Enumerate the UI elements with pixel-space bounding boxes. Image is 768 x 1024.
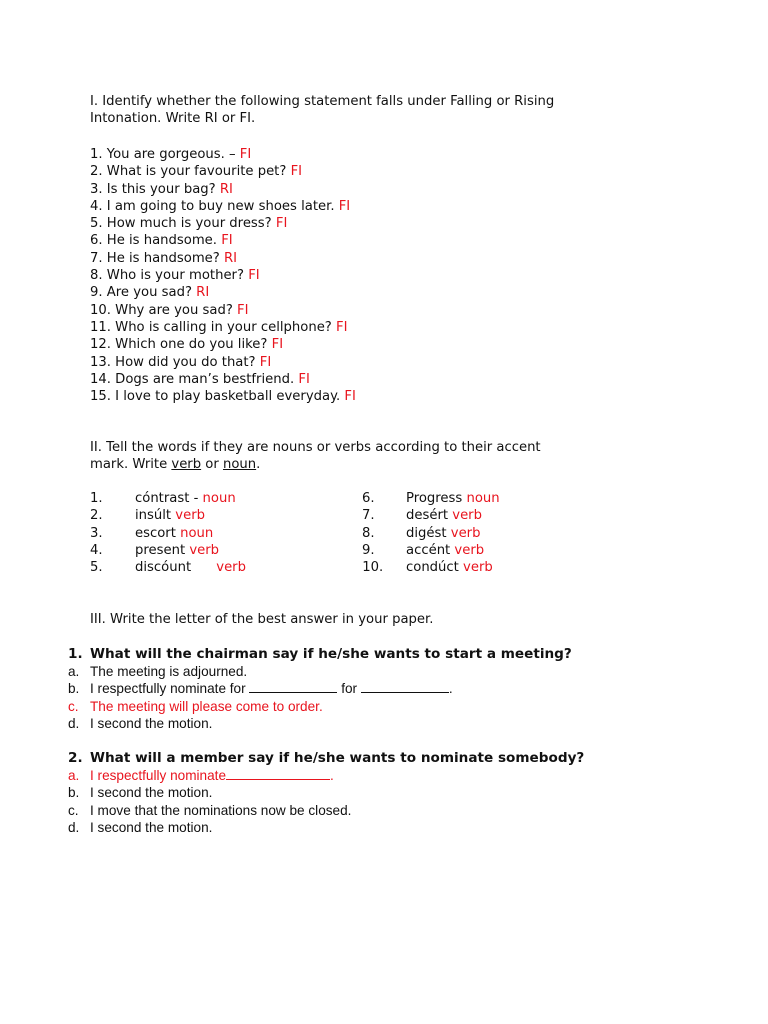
option-d: d. I second the motion. <box>68 820 213 836</box>
option-b: b. I respectfully nominate for for . <box>68 681 453 697</box>
list-item: 6. He is handsome. FI <box>90 233 233 249</box>
answer-label: FI <box>338 198 351 214</box>
option-b: b. I second the motion. <box>68 785 213 801</box>
question-1 <box>68 645 708 733</box>
list-item: 9. Are you sad? RI <box>90 285 210 301</box>
list-item: 4. I am going to buy new shoes later. FI <box>90 198 351 214</box>
question-2 <box>68 749 708 837</box>
verb-word: verb <box>171 457 202 473</box>
list-item: 7. He is handsome? RI <box>90 250 238 266</box>
answer-label: FI <box>248 268 260 284</box>
section2-instruction <box>90 439 710 474</box>
list-item: 15. I love to play basketball everyday. FI <box>90 389 356 405</box>
answer-label: FI <box>290 164 303 180</box>
option-c: c. I move that the nominations now be closed. <box>68 802 352 818</box>
answer-label: FI <box>239 147 252 162</box>
table-row: 5. discóunt verb 10. condúct verb <box>90 560 493 576</box>
answer-label: FI <box>298 371 310 387</box>
option-a-correct: a. I respectfully nominate . <box>68 768 334 783</box>
answer-label: FI <box>221 233 233 249</box>
noun-word: noun <box>222 457 257 473</box>
option-c-correct: c. The meeting will please come to order. <box>68 698 323 714</box>
list-item: 3. Is this your bag? RI <box>90 181 233 197</box>
answer-label: FI <box>271 337 284 353</box>
list-item: 13. How did you do that? FI <box>90 354 272 370</box>
table-row: 1. cóntrast - noun 6. Progress noun <box>90 491 500 506</box>
list-item: 11. Who is calling in your cellphone? FI <box>90 319 348 335</box>
section1-instruction-line1: I. Identify whether the following statement falls under Falling or Rising <box>90 94 555 109</box>
blank-line <box>361 680 449 693</box>
answer-label: FI <box>275 216 288 232</box>
table-row: 4. present verb 9. accént verb <box>90 542 485 558</box>
table-row: 2. insúlt verb 7. desért verb <box>90 508 482 524</box>
blank-line <box>226 767 330 780</box>
answer-label: RI <box>196 285 210 301</box>
answer-label: FI <box>259 354 272 370</box>
list-item: 8. Who is your mother? FI <box>90 268 260 284</box>
list-item: 12. Which one do you like? FI <box>90 337 284 353</box>
list-item: 10. Why are you sad? FI <box>90 302 249 318</box>
table-row: 3. escort noun 8. digést verb <box>90 525 481 541</box>
list-item: 1. You are gorgeous. – FI <box>90 147 252 162</box>
list-item: 14. Dogs are man’s bestfriend. FI <box>90 371 310 387</box>
section1-list <box>90 146 710 405</box>
list-item: 2. What is your favourite pet? FI <box>90 164 303 180</box>
question-2-title: 2. What will a member say if he/she wants to nominate somebody? <box>68 750 585 766</box>
answer-label: FI <box>336 319 348 335</box>
section2-word-grid <box>90 490 650 576</box>
section1-instruction <box>90 93 710 128</box>
list-item: 5. How much is your dress? FI <box>90 216 288 232</box>
question-1-title: 1. What will the chairman say if he/she wants to start a meeting? <box>68 646 572 662</box>
option-a: a. The meeting is adjourned. <box>68 664 248 679</box>
section2-instruction-line2: mark. Write verb or noun. <box>90 457 261 473</box>
answer-label: RI <box>223 250 238 266</box>
section3-instruction: III. Write the letter of the best answer in your paper. <box>90 612 434 627</box>
section1-instruction-line2: Intonation. Write RI or FI. <box>90 111 256 127</box>
answer-label: FI <box>344 389 356 405</box>
answer-label: RI <box>219 181 233 197</box>
section2-instruction-line1: II. Tell the words if they are nouns or verbs according to their accent <box>90 440 541 455</box>
answer-label: FI <box>237 302 249 318</box>
option-d: d. I second the motion. <box>68 716 213 732</box>
blank-line <box>249 680 337 693</box>
